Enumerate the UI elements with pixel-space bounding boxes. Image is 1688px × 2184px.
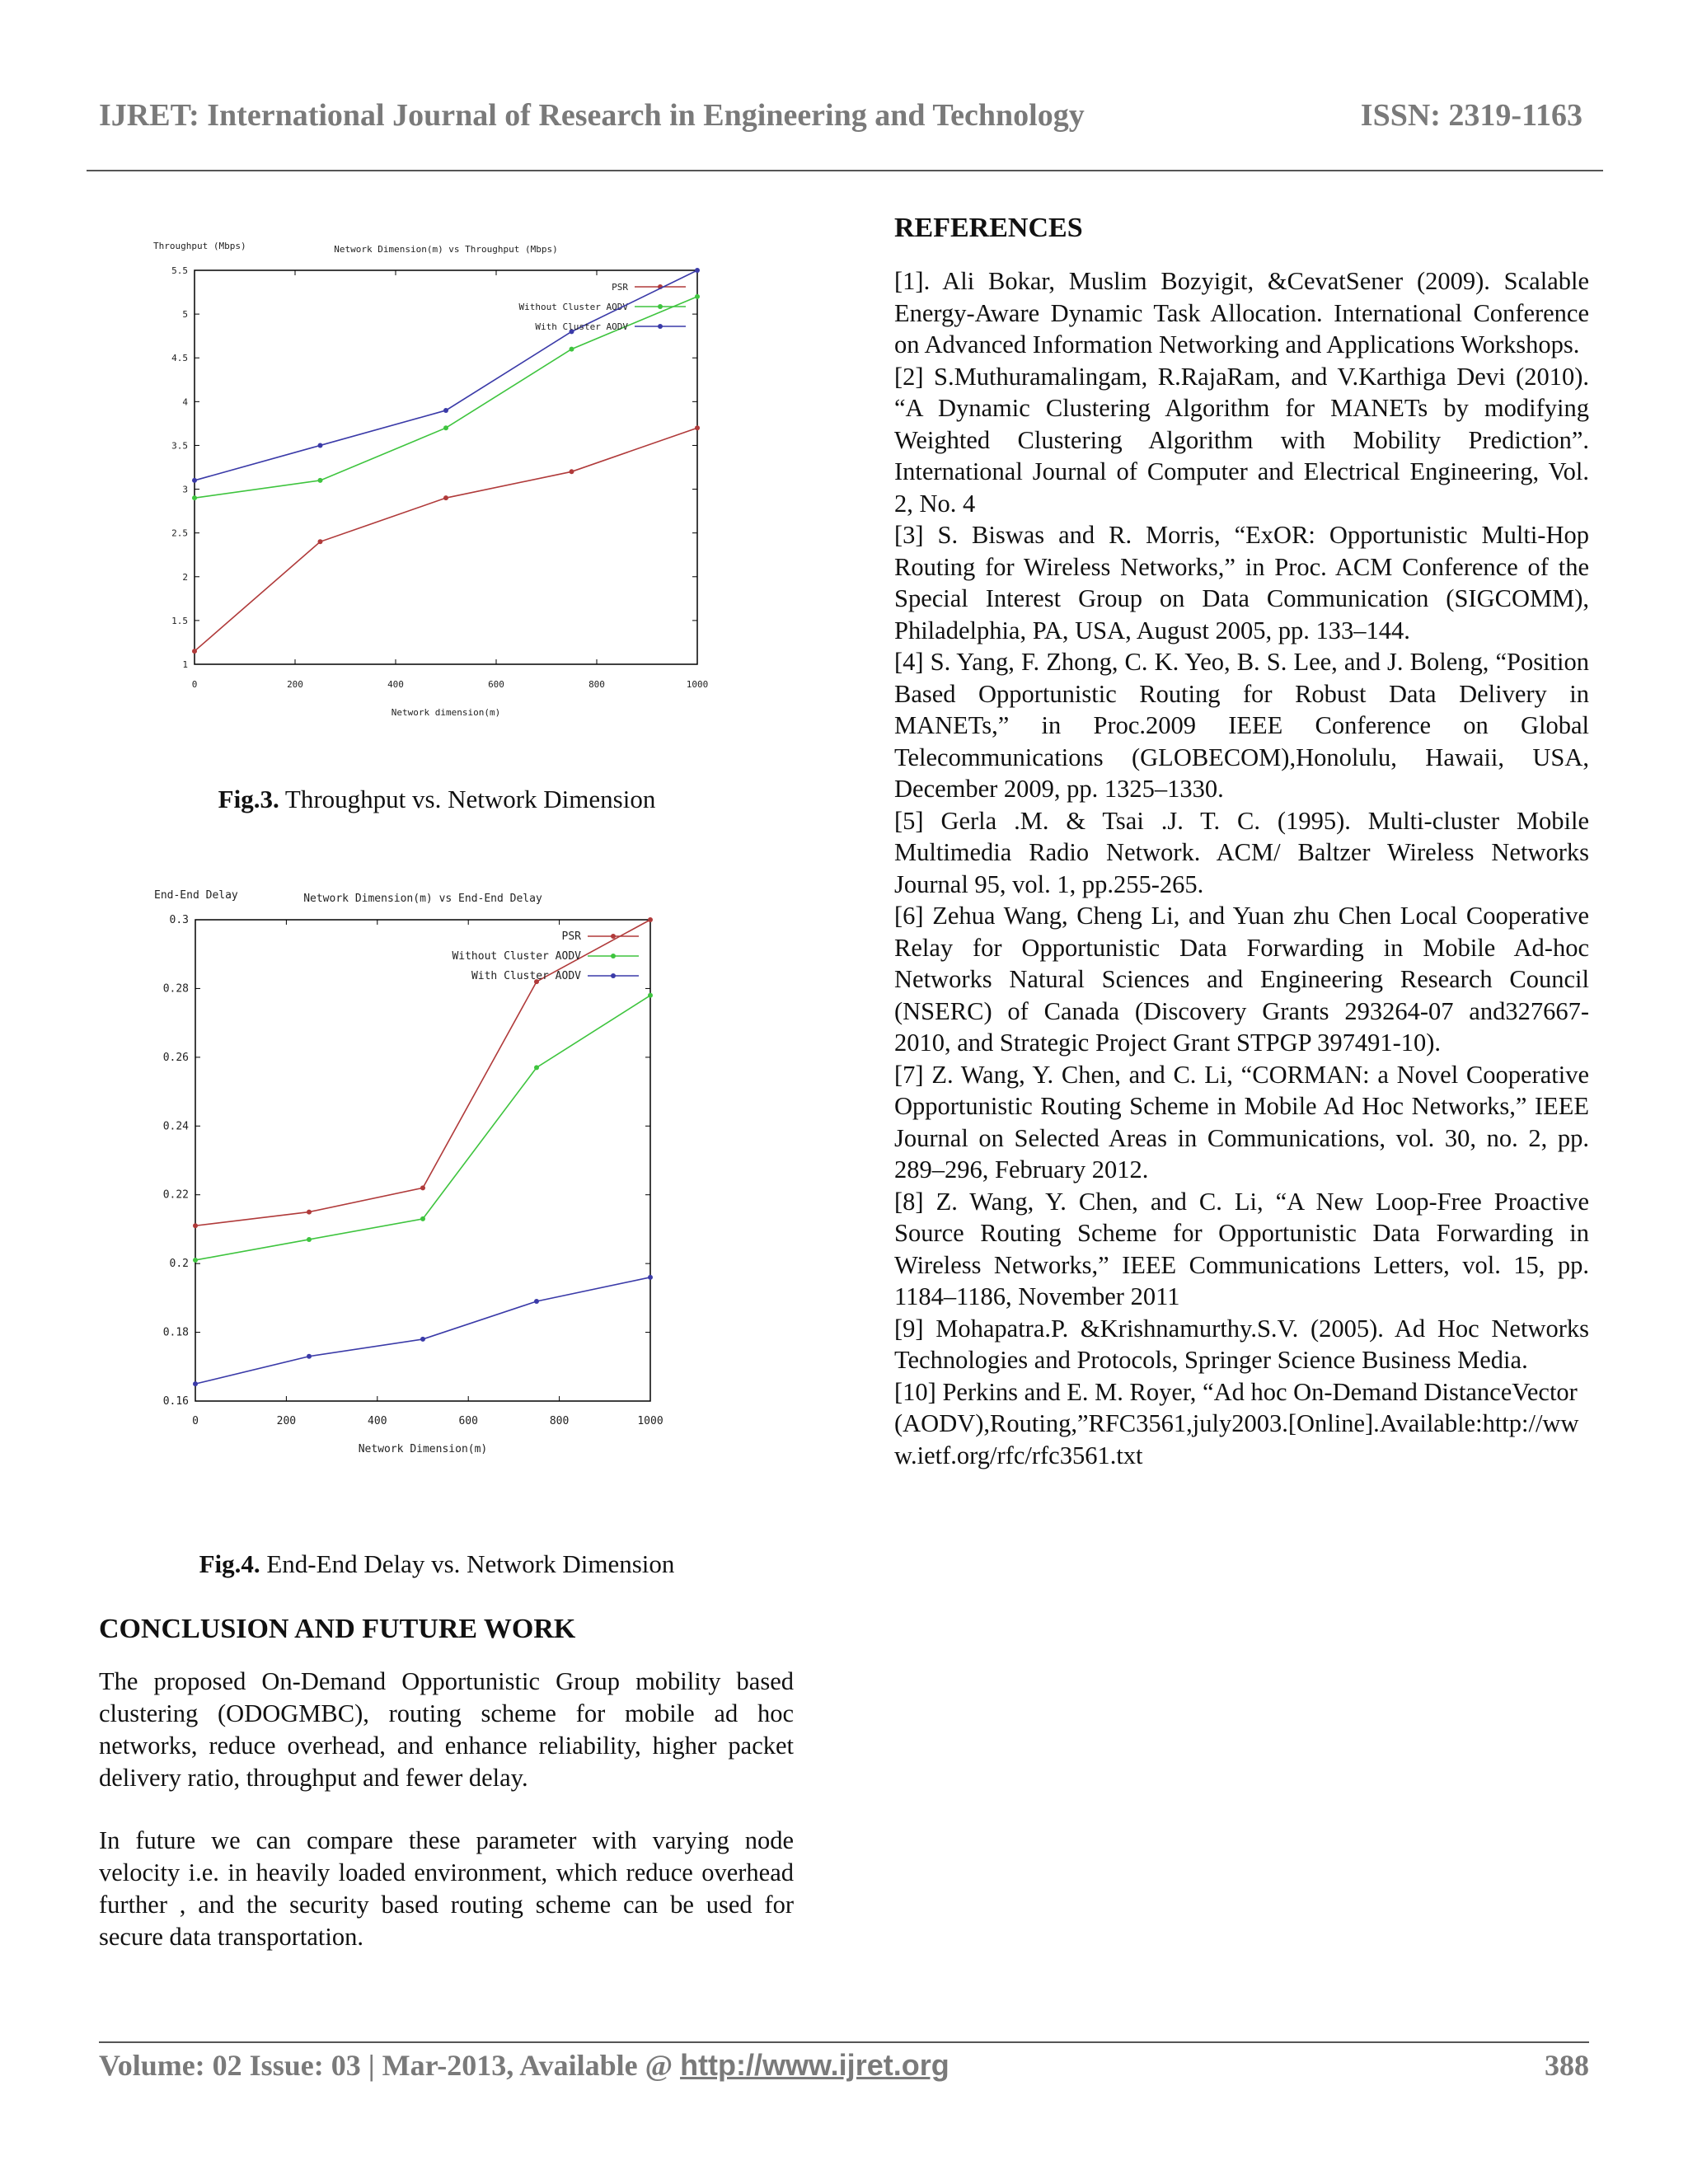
figure-3-caption-text: Throughput vs. Network Dimension bbox=[279, 785, 656, 813]
page-footer bbox=[99, 2048, 1589, 2097]
page-header bbox=[99, 97, 1582, 147]
y-tick-label: 0.26 bbox=[162, 1051, 189, 1064]
y-axis-label: Throughput (Mbps) bbox=[153, 241, 246, 251]
volume-info bbox=[99, 2048, 950, 2083]
data-point bbox=[318, 539, 323, 544]
legend-marker bbox=[611, 954, 616, 958]
data-point bbox=[318, 443, 323, 448]
conclusion-paragraph-1: The proposed On-Demand Opportunistic Group mobility based clustering (ODOGMBC), routing scheme for mobile ad hoc networks, reduce overhead, and enhance reliability, higher packet delivery ratio, throughput and fewer delay. bbox=[99, 1667, 794, 1792]
y-tick-label: 4.5 bbox=[171, 353, 188, 364]
data-point bbox=[443, 425, 448, 430]
footer-divider bbox=[99, 2041, 1589, 2043]
data-point bbox=[192, 649, 197, 654]
data-point bbox=[420, 1185, 425, 1190]
y-tick-label: 4 bbox=[182, 396, 188, 408]
data-point bbox=[695, 425, 700, 430]
volume-text: Volume: 02 Issue: 03 | Mar-2013, Available @ bbox=[99, 2049, 681, 2082]
y-tick-label: 0.24 bbox=[162, 1120, 189, 1133]
data-point bbox=[193, 1223, 198, 1228]
data-point bbox=[534, 1299, 539, 1304]
legend-label: PSR bbox=[612, 282, 628, 293]
reference-item: [8] Z. Wang, Y. Chen, and C. Li, “A New Loop-Free Proactive Source Routing Scheme for Opportunistic Data Forwarding in Wireless Networks,” IEEE Communications Letters, vol. 15, pp. 1184–1186, November 2011 bbox=[894, 1187, 1589, 1310]
data-point bbox=[443, 495, 448, 500]
data-point bbox=[192, 478, 197, 483]
legend-marker bbox=[658, 304, 663, 309]
x-tick-label: 1000 bbox=[637, 1415, 663, 1427]
x-tick-label: 1000 bbox=[686, 679, 709, 690]
y-tick-label: 2 bbox=[182, 571, 188, 583]
figure-4-label: Fig.4. bbox=[199, 1549, 260, 1578]
legend-marker bbox=[611, 973, 616, 978]
reference-item: [4] S. Yang, F. Zhong, C. K. Yeo, B. S. Lee, and J. Boleng, “Position Based Opportunistic Routing for Robust Data Delivery in MANETs,” in Proc.2009 IEEE Conference on Global Telecommunications (GLOBECOM),Honolulu, Hawaii, USA, December 2009, pp. 1325–1330. bbox=[894, 648, 1589, 803]
x-tick-label: 600 bbox=[458, 1415, 478, 1427]
series-line bbox=[195, 920, 650, 1226]
data-point bbox=[695, 268, 700, 273]
data-point bbox=[648, 917, 653, 922]
y-tick-label: 2.5 bbox=[171, 527, 188, 539]
legend-label: With Cluster AODV bbox=[535, 321, 628, 332]
x-tick-label: 800 bbox=[588, 679, 605, 690]
legend-label: Without Cluster AODV bbox=[452, 950, 581, 963]
journal-title: IJRET: International Journal of Research in Engineering and Technology bbox=[99, 98, 1085, 133]
legend-marker bbox=[611, 934, 616, 939]
issn-label: ISSN: 2319-1163 bbox=[1360, 98, 1582, 133]
x-axis-label: Network dimension(m) bbox=[391, 707, 501, 718]
header-divider bbox=[87, 170, 1603, 171]
legend-label: PSR bbox=[561, 930, 581, 943]
plot-frame bbox=[195, 920, 650, 1401]
reference-item: [6] Zehua Wang, Cheng Li, and Yuan zhu Chen Local Cooperative Relay for Opportunistic Data Forwarding in Mobile Ad-hoc Networks Natural Sciences and Engineering Research Council (NSERC) of Canada (Discovery Grants 293264-07 and327667-2010, and Strategic Project Grant STPGP 397491-10). bbox=[894, 902, 1589, 1057]
data-point bbox=[695, 294, 700, 299]
figure-4-caption-text: End-End Delay vs. Network Dimension bbox=[260, 1549, 675, 1578]
legend-label: With Cluster AODV bbox=[471, 970, 581, 982]
data-point bbox=[318, 478, 323, 483]
y-tick-label: 0.3 bbox=[169, 914, 189, 926]
y-tick-label: 0.2 bbox=[169, 1258, 189, 1271]
y-tick-label: 0.28 bbox=[162, 982, 189, 996]
data-point bbox=[648, 993, 653, 998]
data-point bbox=[570, 469, 574, 474]
chart-title: Network Dimension(m) vs Throughput (Mbps) bbox=[334, 244, 558, 255]
series-line bbox=[195, 428, 697, 651]
journal-url-link[interactable]: http://www.ijret.org bbox=[680, 2048, 950, 2082]
page-number: 388 bbox=[1545, 2049, 1589, 2082]
x-tick-label: 0 bbox=[192, 1415, 199, 1427]
chart-svg bbox=[148, 223, 725, 729]
data-point bbox=[648, 1275, 653, 1280]
legend-label: Without Cluster AODV bbox=[518, 302, 628, 312]
legend-marker bbox=[658, 324, 663, 329]
data-point bbox=[420, 1337, 425, 1342]
conclusion-paragraph-2: In future we can compare these parameter with varying node velocity i.e. in heavily loaded environment, which reduce overhead further , and the security based routing scheme can be used for secure data transportation. bbox=[99, 1826, 794, 1951]
reference-item: [1]. Ali Bokar, Muslim Bozyigit, &CevatSener (2009). Scalable Energy-Aware Dynamic Task Allocation. International Conference on Advanced Information Networking and Applications Workshops. bbox=[894, 267, 1589, 359]
y-tick-label: 0.18 bbox=[162, 1326, 189, 1339]
y-tick-label: 1.5 bbox=[171, 615, 188, 626]
data-point bbox=[534, 1065, 539, 1070]
x-tick-label: 800 bbox=[549, 1415, 570, 1427]
x-axis-label: Network Dimension(m) bbox=[358, 1443, 488, 1455]
y-tick-label: 3.5 bbox=[171, 440, 188, 452]
delay-chart bbox=[144, 867, 688, 1481]
data-point bbox=[307, 1210, 312, 1215]
reference-item: [7] Z. Wang, Y. Chen, and C. Li, “CORMAN: a Novel Cooperative Opportunistic Routing Scheme in Mobile Ad Hoc Networks,” IEEE Journal on Selected Areas in Communications, vol. 30, no. 2, pp. 289–296, February 2012. bbox=[894, 1060, 1589, 1183]
y-tick-label: 5.5 bbox=[171, 265, 188, 276]
reference-item: [9] Mohapatra.P. &Krishnamurthy.S.V. (2005). Ad Hoc Networks Technologies and Protocols, Springer Science Business Media. bbox=[894, 1314, 1589, 1374]
y-tick-label: 0.16 bbox=[162, 1395, 189, 1408]
y-tick-label: 3 bbox=[182, 484, 188, 495]
reference-item: [2] S.Muthuramalingam, R.RajaRam, and V.Karthiga Devi (2010). “A Dynamic Clustering Algorithm for MANETs by modifying Weighted Clustering Algorithm with Mobility Prediction”. International Journal of Computer and Electrical Engineering, Vol. 2, No. 4 bbox=[894, 362, 1589, 518]
reference-item: [10] Perkins and E. M. Royer, “Ad hoc On-Demand DistanceVector(AODV),Routing,”RFC3561,july2003.[Online].Available:http://www.ietf.org/rfc/rfc3561.txt bbox=[894, 1377, 1579, 1469]
x-tick-label: 0 bbox=[191, 679, 198, 690]
figure-4-caption bbox=[107, 1549, 767, 1579]
reference-item: [5] Gerla .M. & Tsai .J. T. C. (1995). Multi-cluster Mobile Multimedia Radio Network. ACM/ Baltzer Wireless Networks Journal 95, vol. 1, pp.255-265. bbox=[894, 806, 1589, 898]
x-tick-label: 400 bbox=[368, 1415, 387, 1427]
data-point bbox=[193, 1381, 198, 1386]
references-list bbox=[894, 265, 1589, 1471]
y-axis-label: End-End Delay bbox=[154, 889, 238, 902]
reference-item: [3] S. Biswas and R. Morris, “ExOR: Opportunistic Multi-Hop Routing for Wireless Networks,” in Proc. ACM Conference of the Special Interest Group on Data Communication (SIGCOMM), Philadelphia, PA, USA, August 2005, pp. 133–144. bbox=[894, 521, 1589, 644]
data-point bbox=[307, 1237, 312, 1242]
data-point bbox=[443, 408, 448, 413]
figure-3-caption bbox=[107, 785, 767, 814]
data-point bbox=[193, 1258, 198, 1263]
y-tick-label: 0.22 bbox=[162, 1188, 189, 1202]
chart-title: Network Dimension(m) vs End-End Delay bbox=[303, 893, 542, 905]
data-point bbox=[192, 495, 197, 500]
y-tick-label: 5 bbox=[182, 309, 188, 321]
figure-3-label: Fig.3. bbox=[218, 785, 279, 813]
data-point bbox=[307, 1354, 312, 1359]
chart-svg bbox=[144, 867, 688, 1481]
data-point bbox=[570, 347, 574, 352]
x-tick-label: 200 bbox=[287, 679, 303, 690]
data-point bbox=[420, 1216, 425, 1221]
y-tick-label: 1 bbox=[182, 659, 188, 670]
throughput-chart bbox=[148, 223, 725, 729]
series-line bbox=[195, 1277, 650, 1384]
x-tick-label: 200 bbox=[276, 1415, 297, 1427]
references-heading: REFERENCES bbox=[894, 213, 1083, 243]
conclusion-heading: CONCLUSION AND FUTURE WORK bbox=[99, 1614, 576, 1644]
x-tick-label: 600 bbox=[488, 679, 504, 690]
x-tick-label: 400 bbox=[387, 679, 404, 690]
